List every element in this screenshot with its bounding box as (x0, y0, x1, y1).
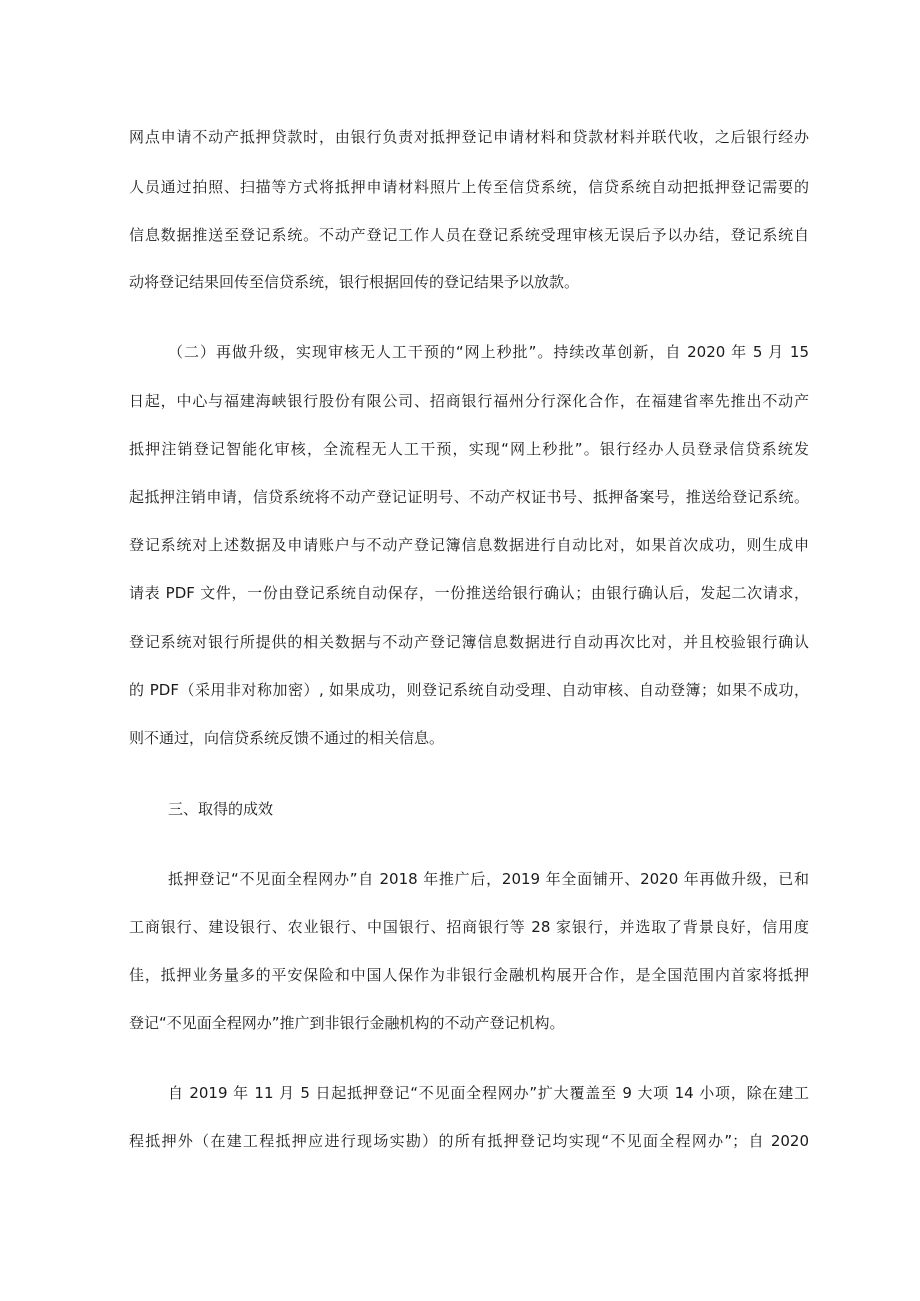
text-line: 网点申请不动产抵押贷款时，由银行负责对抵押登记申请材料和贷款材料并联代收，之后银行经办 (129, 128, 809, 146)
text-line: 起抵押注销申请，信贷系统将不动产登记证明号、不动产权证书号、抵押备案号，推送给登记系统。 (129, 488, 809, 506)
text-line: 日起，中心与福建海峡银行股份有限公司、招商银行福州分行深化合作，在福建省率先推出不动产 (129, 392, 809, 410)
text-line: 的 PDF（采用非对称加密）, 如果成功，则登记系统自动受理、自动审核、自动登簿；如果不成功， (129, 681, 809, 699)
text-line: 程抵押外（在建工程抵押应进行现场实勘）的所有抵押登记均实现“不见面全程网办”；自 2020 (129, 1132, 809, 1150)
text-line: 信息数据推送至登记系统。不动产登记工作人员在登记系统受理审核无误后予以办结，登记系统自 (129, 226, 809, 244)
text-line: 登记系统对银行所提供的相关数据与不动产登记簿信息数据进行自动再次比对，并且校验银行确认 (129, 633, 809, 651)
text-line: 抵押注销登记智能化审核，全流程无人工干预，实现“网上秒批”。银行经办人员登录信贷系统发 (129, 440, 809, 458)
text-line: 人员通过拍照、扫描等方式将抵押申请材料照片上传至信贷系统，信贷系统自动把抵押登记需要的 (129, 178, 809, 196)
text-line: 抵押登记“不见面全程网办”自 2018 年推广后，2019 年全面铺开、2020 年再做升级，已和 (168, 870, 809, 888)
text-line: （二）再做升级，实现审核无人工干预的“网上秒批”。持续改革创新，自 2020 年 5 月 15 (168, 343, 809, 361)
text-line: 则不通过，向信贷系统反馈不通过的相关信息。 (129, 729, 445, 747)
text-line: 动将登记结果回传至信贷系统，银行根据回传的登记结果予以放款。 (129, 273, 580, 291)
text-line: 自 2019 年 11 月 5 日起抵押登记“不见面全程网办”扩大覆盖至 9 大项 14 小项，除在建工 (168, 1084, 809, 1102)
text-line: 请表 PDF 文件，一份由登记系统自动保存，一份推送给银行确认；由银行确认后，发起二次请求， (129, 584, 809, 602)
section-heading: 三、取得的成效 (168, 800, 274, 818)
text-line: 工商银行、建设银行、农业银行、中国银行、招商银行等 28 家银行，并选取了背景良好，信用度 (129, 918, 809, 936)
text-line: 登记“不见面全程网办”推广到非银行金融机构的不动产登记机构。 (129, 1014, 565, 1032)
text-line: 佳，抵押业务量多的平安保险和中国人保作为非银行金融机构展开合作，是全国范围内首家将抵押 (129, 966, 809, 984)
text-line: 登记系统对上述数据及申请账户与不动产登记簿信息数据进行自动比对，如果首次成功，则生成申 (129, 536, 809, 554)
